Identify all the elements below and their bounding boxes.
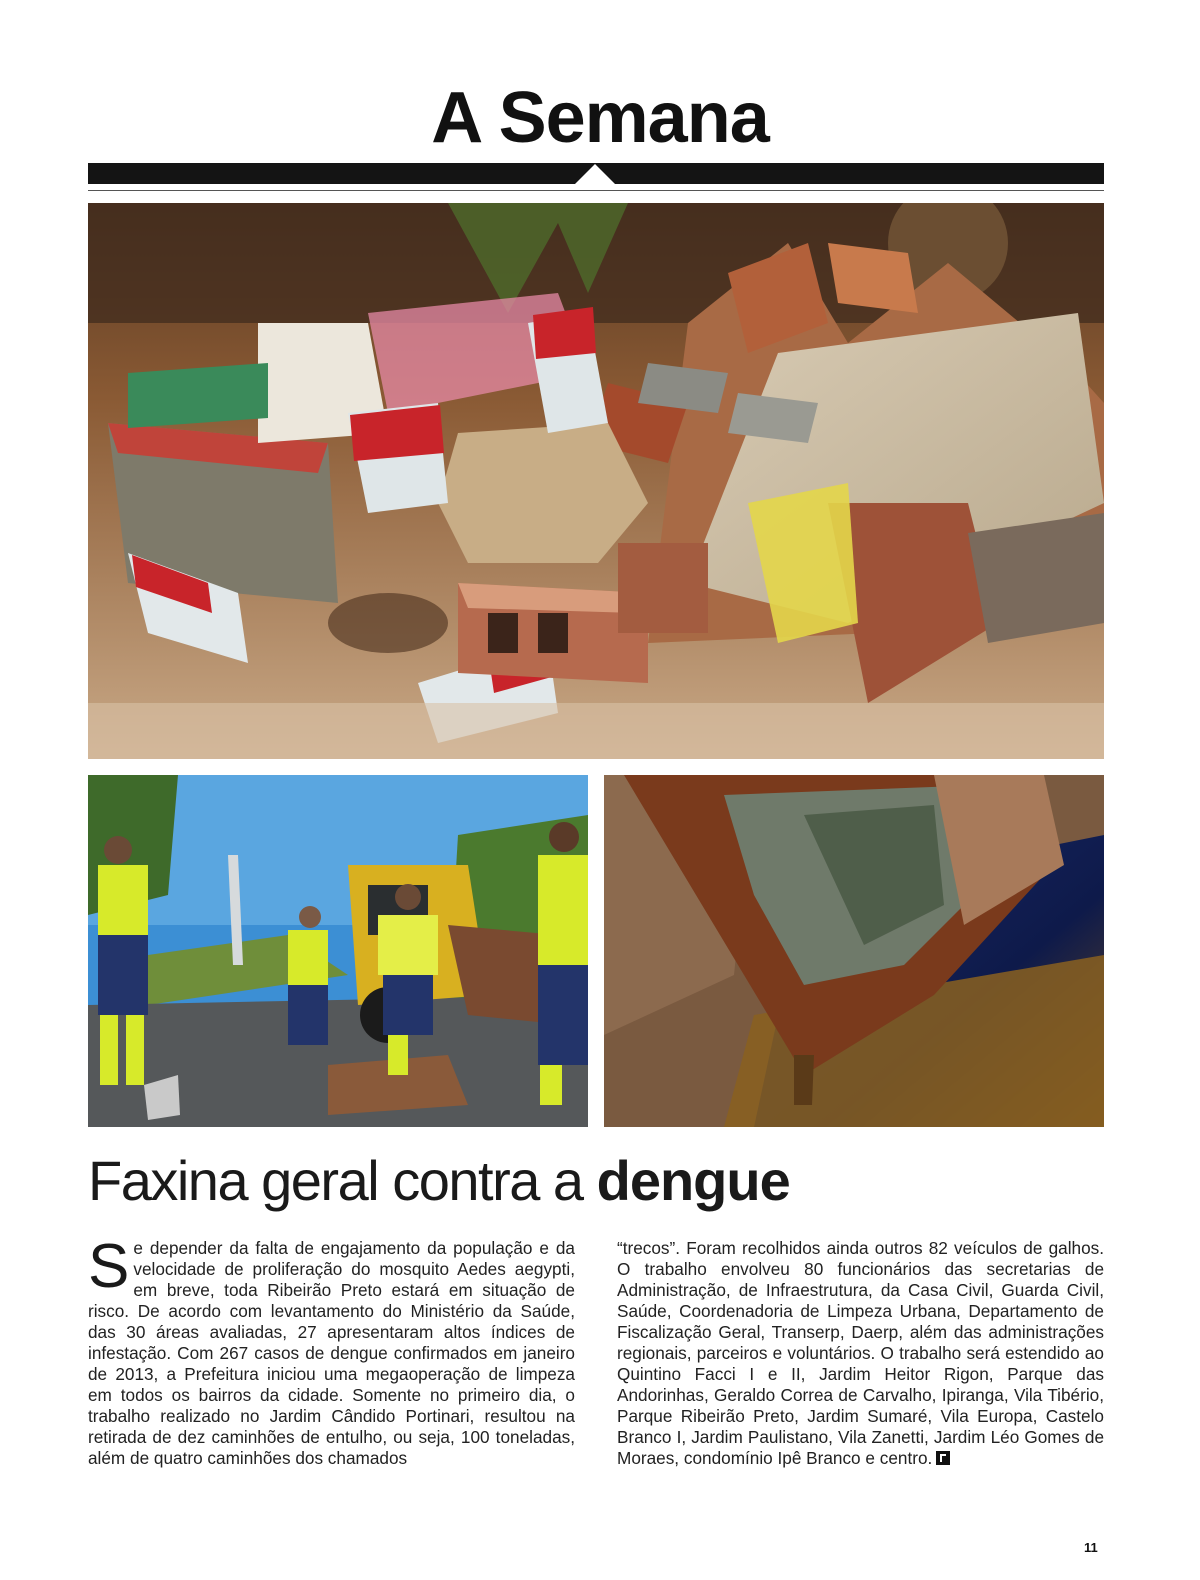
headline-light-text: Faxina geral contra a (88, 1149, 597, 1212)
section-title: A Semana (431, 78, 769, 158)
headline-bold-text: dengue (596, 1149, 790, 1212)
photo-container-in-water (604, 775, 1104, 1127)
page-number: 11 (1084, 1540, 1098, 1555)
article-text-left: e depender da falta de engajamento da população e da velocidade de proliferação do mosquito Aedes aegypti, em breve, toda Ribeirão Preto estará em situação de risco. De acordo com levantamento do Ministério da Saúde, das 30 áreas avaliadas, 27 apresentaram altos índices de infestação. Com 267 casos de dengue confirmados em janeiro de 2013, a Prefeitura iniciou uma megaoperação de limpeza em todos os bairros da cidade. Somente no primeiro dia, o trabalho realizado no Jardim Cândido Portinari, resultou na retirada de dez caminhões de entulho, ou seja, 100 toneladas, além de quatro caminhões dos chamados (88, 1238, 575, 1468)
header-thin-rule (88, 190, 1104, 191)
article-column-left (88, 1232, 575, 1469)
article-column-right (617, 1238, 1104, 1469)
article-headline (88, 1150, 790, 1212)
end-of-article-icon (936, 1451, 950, 1465)
photo-workers (88, 775, 588, 1127)
article-text-right: “trecos”. Foram recolhidos ainda outros 82 veículos de galhos. O trabalho envolveu 80 funcionários das secretarias de Administração, de Infraestrutura, da Casa Civil, Guarda Civil, Saúde, Coordenadoria de Limpeza Urbana, Departamento de Fiscalização Geral, Transerp, Daerp, além das administrações regionais, parceiros e voluntários. O trabalho será estendido ao Quintino Facci I e II, Jardim Heitor Rigon, Parque das Andorinhas, Geraldo Correa de Carvalho, Ipiranga, Vila Tibério, Parque Ribeirão Preto, Jardim Sumaré, Vila Europa, Castelo Branco I, Jardim Paulistano, Vila Zanetti, Jardim Léo Gomes de Moraes, condomínio Ipê Branco e centro. (617, 1238, 1104, 1468)
drop-cap: S (88, 1232, 130, 1301)
header-rule-notch (575, 164, 615, 184)
photo-debris-pile (88, 203, 1104, 759)
